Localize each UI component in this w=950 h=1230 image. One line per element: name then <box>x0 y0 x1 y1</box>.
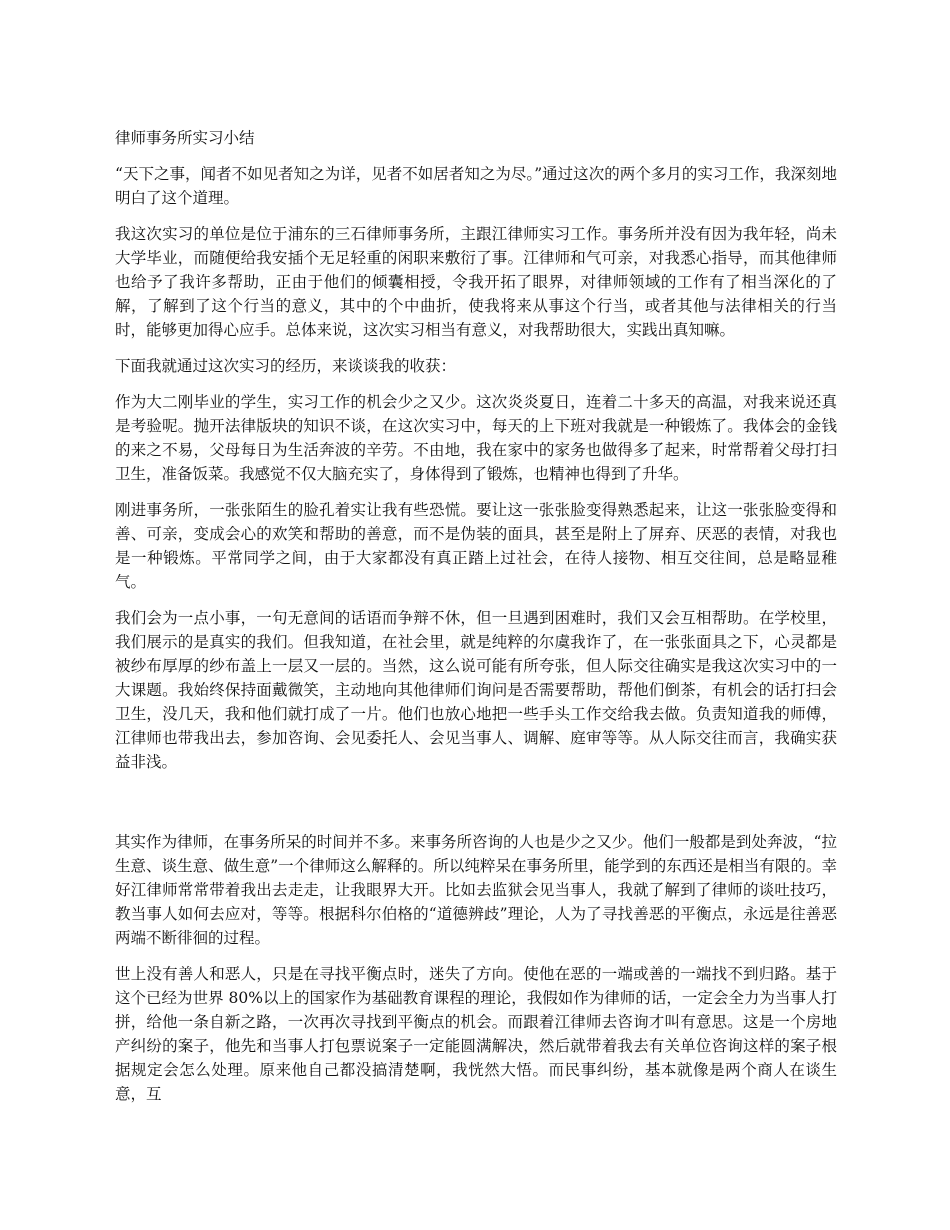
paragraph: 刚进事务所，一张张陌生的脸孔着实让我有些恐慌。要让这一张张脸变得熟悉起来，让这一张张脸变得和善、可亲，变成会心的欢笑和帮助的善意，而不是伪装的面具，甚至是附上了屏弃、厌恶的表情，对我也是一种锻炼。平常同学之间，由于大家都没有真正踏上过社会，在待人接物、相互交往间，总是略显稚气。 <box>115 501 837 591</box>
paragraph: 其实作为律师，在事务所呆的时间并不多。来事务所咨询的人也是少之又少。他们一般都是到处奔波，“拉生意、谈生意、做生意”一个律师这么解释的。所以纯粹呆在事务所里，能学到的东西还是相当有限的。幸好江律师常常带着我出去走走，让我眼界大开。比如去监狱会见当事人，我就了解到了律师的谈吐技巧，教当事人如何去应对，等等。根据科尔伯格的“道德辨歧”理论，人为了寻找善恶的平衡点，永远是往善恶两端不断徘徊的过程。 <box>115 833 837 947</box>
paragraph: 我们会为一点小事，一句无意间的话语而争辩不休，但一旦遇到困难时，我们又会互相帮助。在学校里，我们展示的是真实的我们。但我知道，在社会里，就是纯粹的尔虞我诈了，在一张张面具之下，心灵都是被纱布厚厚的纱布盖上一层又一层的。当然，这么说可能有所夸张，但人际交往确实是我这次实习中的一大课题。我始终保持面戴微笑，主动地向其他律师们询问是否需要帮助，帮他们倒茶，有机会的话打扫会卫生，没几天，我和他们就打成了一片。他们也放心地把一些手头工作交给我去做。负责知道我的师傅，江律师也带我出去，参加咨询、会见委托人、会见当事人、调解、庭审等等。从人际交往而言，我确实获益非浅。 <box>115 609 837 771</box>
document-page <box>115 126 837 1118</box>
paragraph: “天下之事，闻者不如见者知之为详，见者不如居者知之为尽。”通过这次的两个多月的实习工作，我深刻地明白了这个道理。 <box>115 165 837 207</box>
section-gap <box>115 786 837 830</box>
document-title: 律师事务所实习小结 <box>115 129 255 147</box>
paragraph: 作为大二刚毕业的学生，实习工作的机会少之又少。这次炎炎夏日，连着二十多天的高温，对我来说还真是考验呢。抛开法律版块的知识不谈，在这次实习中，每天的上下班对我就是一种锻炼了。我体会的金钱的来之不易，父母每日为生活奔波的辛劳。不由地，我在家中的家务也做得多了起来，时常帮着父母打扫卫生，准备饭菜。我感觉不仅大脑充实了，身体得到了锻炼，也精神也得到了升华。 <box>115 393 837 483</box>
paragraph: 我这次实习的单位是位于浦东的三石律师事务所，主跟江律师实习工作。事务所并没有因为我年轻，尚未大学毕业，而随便给我安插个无足轻重的闲职来敷衍了事。江律师和气可亲，对我悉心指导，而其他律师也给予了我许多帮助，正由于他们的倾囊相授，令我开拓了眼界，对律师领域的工作有了相当深化的了解，了解到了这个行当的意义，其中的个中曲折，使我将来从事这个行当，或者其他与法律相关的行当时，能够更加得心应手。总体来说，这次实习相当有意义，对我帮助很大，实践出真知嘛。 <box>115 225 837 339</box>
paragraph: 世上没有善人和恶人，只是在寻找平衡点时，迷失了方向。使他在恶的一端或善的一端找不到归路。基于这个已经为世界 80%以上的国家作为基础教育课程的理论，我假如作为律师的话，一定会全力为当事人打拼，给他一条自新之路，一次再次寻找到平衡点的机会。而跟着江律师去咨询才叫有意思。这是一个房地产纠纷的案子，他先和当事人打包票说案子一定能圆满解决，然后就带着我去有关单位咨询这样的案子根据规定会怎么处理。原来他自己都没搞清楚啊，我恍然大悟。而民事纠纷，基本就像是两个商人在谈生意，互 <box>115 965 837 1103</box>
paragraph: 下面我就通过这次实习的经历，来谈谈我的收获： <box>115 357 457 375</box>
